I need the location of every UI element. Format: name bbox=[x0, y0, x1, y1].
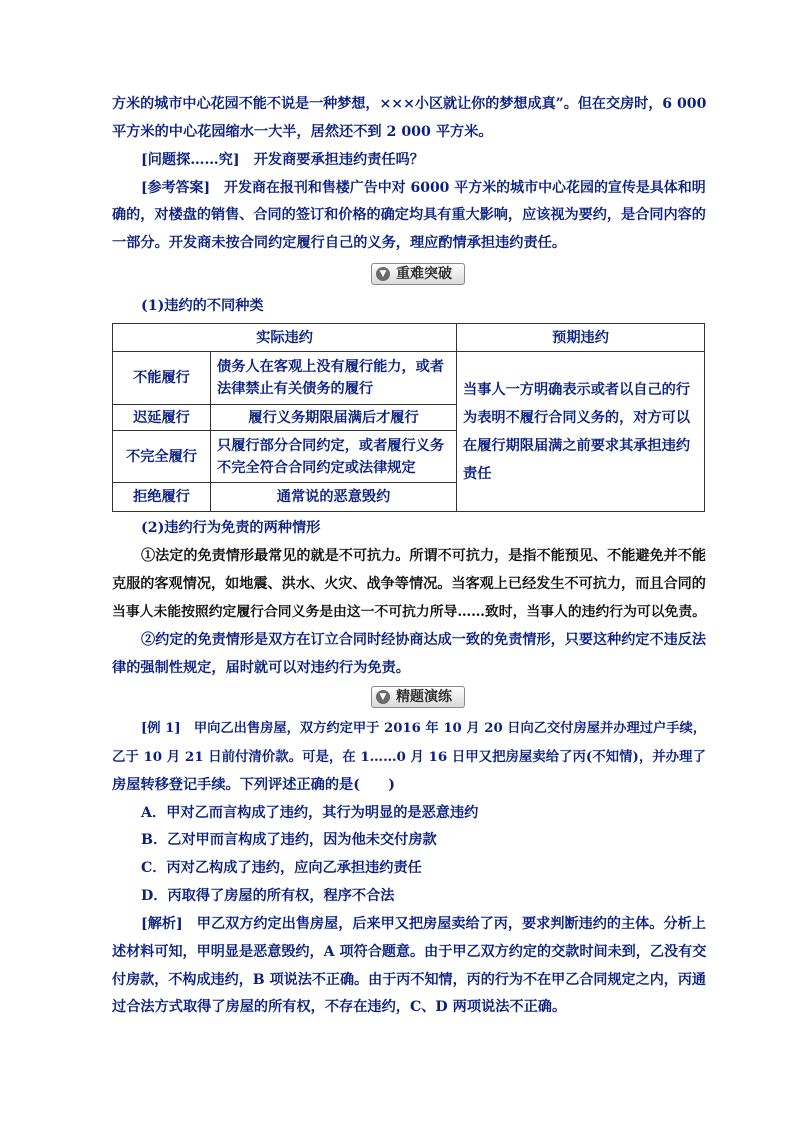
key-points-label: 重难突破 bbox=[396, 266, 452, 282]
analysis-line-2: 述材料可知，甲明显是恶意毁约，A 项符合题意。由于甲乙双方约定的交款时间未到，乙没有交 bbox=[112, 944, 707, 960]
table-row bbox=[113, 352, 705, 405]
anticipatory-desc-cell bbox=[457, 352, 705, 512]
desc-line: 当事人一方明确表示或者以自己的行 bbox=[463, 381, 691, 398]
desc-line: 在履行期限届满之前要求其承担违约 bbox=[463, 437, 691, 454]
exemption-p1-line-1: ①法定的免责情形最常见的就是不可抗力。所谓不可抗力，是指不能预见、不能避免并不能 bbox=[141, 548, 707, 564]
option-c: C．丙对乙构成了违约，应向乙承担违约责任 bbox=[141, 860, 422, 876]
breach-type-cell: 拒绝履行 bbox=[113, 483, 211, 512]
answer-line-1: [参考答案] 开发商在报刊和售楼广告中对 6000 平方米的城市中心花园的宣传是具体和明 bbox=[141, 180, 706, 196]
chevron-down-icon: ▼ bbox=[376, 267, 390, 281]
analysis-line-1: [解析] 甲乙双方约定出售房屋，后来甲又把房屋卖给了丙，要求判断违约的主体。分析上 bbox=[141, 916, 706, 932]
desc-line: 责任 bbox=[463, 465, 492, 482]
exemption-p1-line-2: 克服的客观情况，如地震、洪水、火灾、战争等情况。当客观上已经发生不可抗力，而且合同的 bbox=[112, 576, 706, 592]
practice-label: 精题演练 bbox=[396, 689, 452, 705]
desc-line: 债务人在客观上没有履行能力，或者 bbox=[217, 359, 445, 375]
breach-desc-cell: 履行义务期限届满后才履行 bbox=[211, 405, 457, 431]
intro-line-1: 方米的城市中心花园不能不说是一种梦想，×××小区就让你的梦想成真”。但在交房时，6 000 bbox=[112, 96, 707, 112]
header-actual-breach: 实际违约 bbox=[113, 324, 457, 352]
exemption-p2-line-2: 律的强制性规定，届时就可以对违约行为免责。 bbox=[112, 660, 410, 676]
breach-desc-cell bbox=[211, 431, 457, 483]
header-anticipatory-breach: 预期违约 bbox=[457, 324, 705, 352]
desc-line: 只履行部分合同约定，或者履行义务 bbox=[217, 437, 445, 454]
table-header-row bbox=[113, 324, 705, 352]
breach-types-table bbox=[112, 323, 705, 512]
example-line-2: 乙于 10 月 21 日前付清价款。可是，在 1……0 月 16 日甲又把房屋卖给了丙(不知情)，并办理了 bbox=[112, 749, 706, 765]
practice-badge bbox=[371, 686, 465, 708]
option-a: A．甲对乙而言构成了违约，其行为明显的是恶意违约 bbox=[141, 805, 479, 821]
key-points-badge bbox=[371, 263, 465, 285]
example-line-3: 房屋转移登记手续。下列评述正确的是( ) bbox=[112, 777, 395, 793]
analysis-line-3: 付房款，不构成违约，B 项说法不正确。由于丙不知情，丙的行为不在甲乙合同规定之内，丙通 bbox=[112, 972, 707, 988]
question-text: [问题探……究] 开发商要承担违约责任吗？ bbox=[141, 152, 424, 168]
section-1-heading: (1)违约的不同种类 bbox=[141, 298, 264, 314]
breach-desc-cell: 通常说的恶意毁约 bbox=[211, 483, 457, 512]
desc-line: 不完全符合合同约定或法律规定 bbox=[217, 459, 416, 476]
exemption-p2-line-1: ②约定的免责情形是双方在订立合同时经协商达成一致的免责情形，只要这种约定不违反法 bbox=[141, 632, 707, 648]
intro-line-2: 平方米的中心花园缩水一大半，居然还不到 2 000 平方米。 bbox=[112, 124, 493, 140]
breach-type-cell: 迟延履行 bbox=[113, 405, 211, 431]
breach-desc-cell bbox=[211, 352, 457, 405]
desc-line: 为表明不履行合同义务的，对方可以 bbox=[463, 409, 691, 426]
example-line-1: [例 1] 甲向乙出售房屋，双方约定甲于 2016 年 10 月 20 日向乙交付房屋并办理过户手续， bbox=[141, 721, 707, 736]
answer-line-2: 确的，对楼盘的销售、合同的签订和价格的确定均具有重大影响，应该视为要约，是合同内容的 bbox=[112, 207, 706, 223]
breach-type-cell: 不能履行 bbox=[113, 352, 211, 405]
option-b: B．乙对甲而言构成了违约，因为他未交付房款 bbox=[141, 832, 437, 848]
exemption-p1-line-3: 当事人未能按照约定履行合同义务是由这一不可抗力所导……致时，当事人的违约行为可以免责。 bbox=[112, 604, 706, 620]
desc-line: 法律禁止有关债务的履行 bbox=[217, 381, 374, 397]
section-2-heading: (2)违约行为免责的两种情形 bbox=[141, 520, 321, 536]
option-d: D．丙取得了房屋的所有权，程序不合法 bbox=[141, 888, 395, 904]
answer-line-3: 一部分。开发商未按合同约定履行自己的义务，理应酌情承担违约责任。 bbox=[112, 235, 567, 251]
breach-type-cell: 不完全履行 bbox=[113, 431, 211, 483]
chevron-down-icon: ▼ bbox=[376, 690, 390, 704]
analysis-line-4: 过合法方式取得了房屋的所有权，不存在违约，C、D 两项说法不正确。 bbox=[112, 999, 567, 1015]
